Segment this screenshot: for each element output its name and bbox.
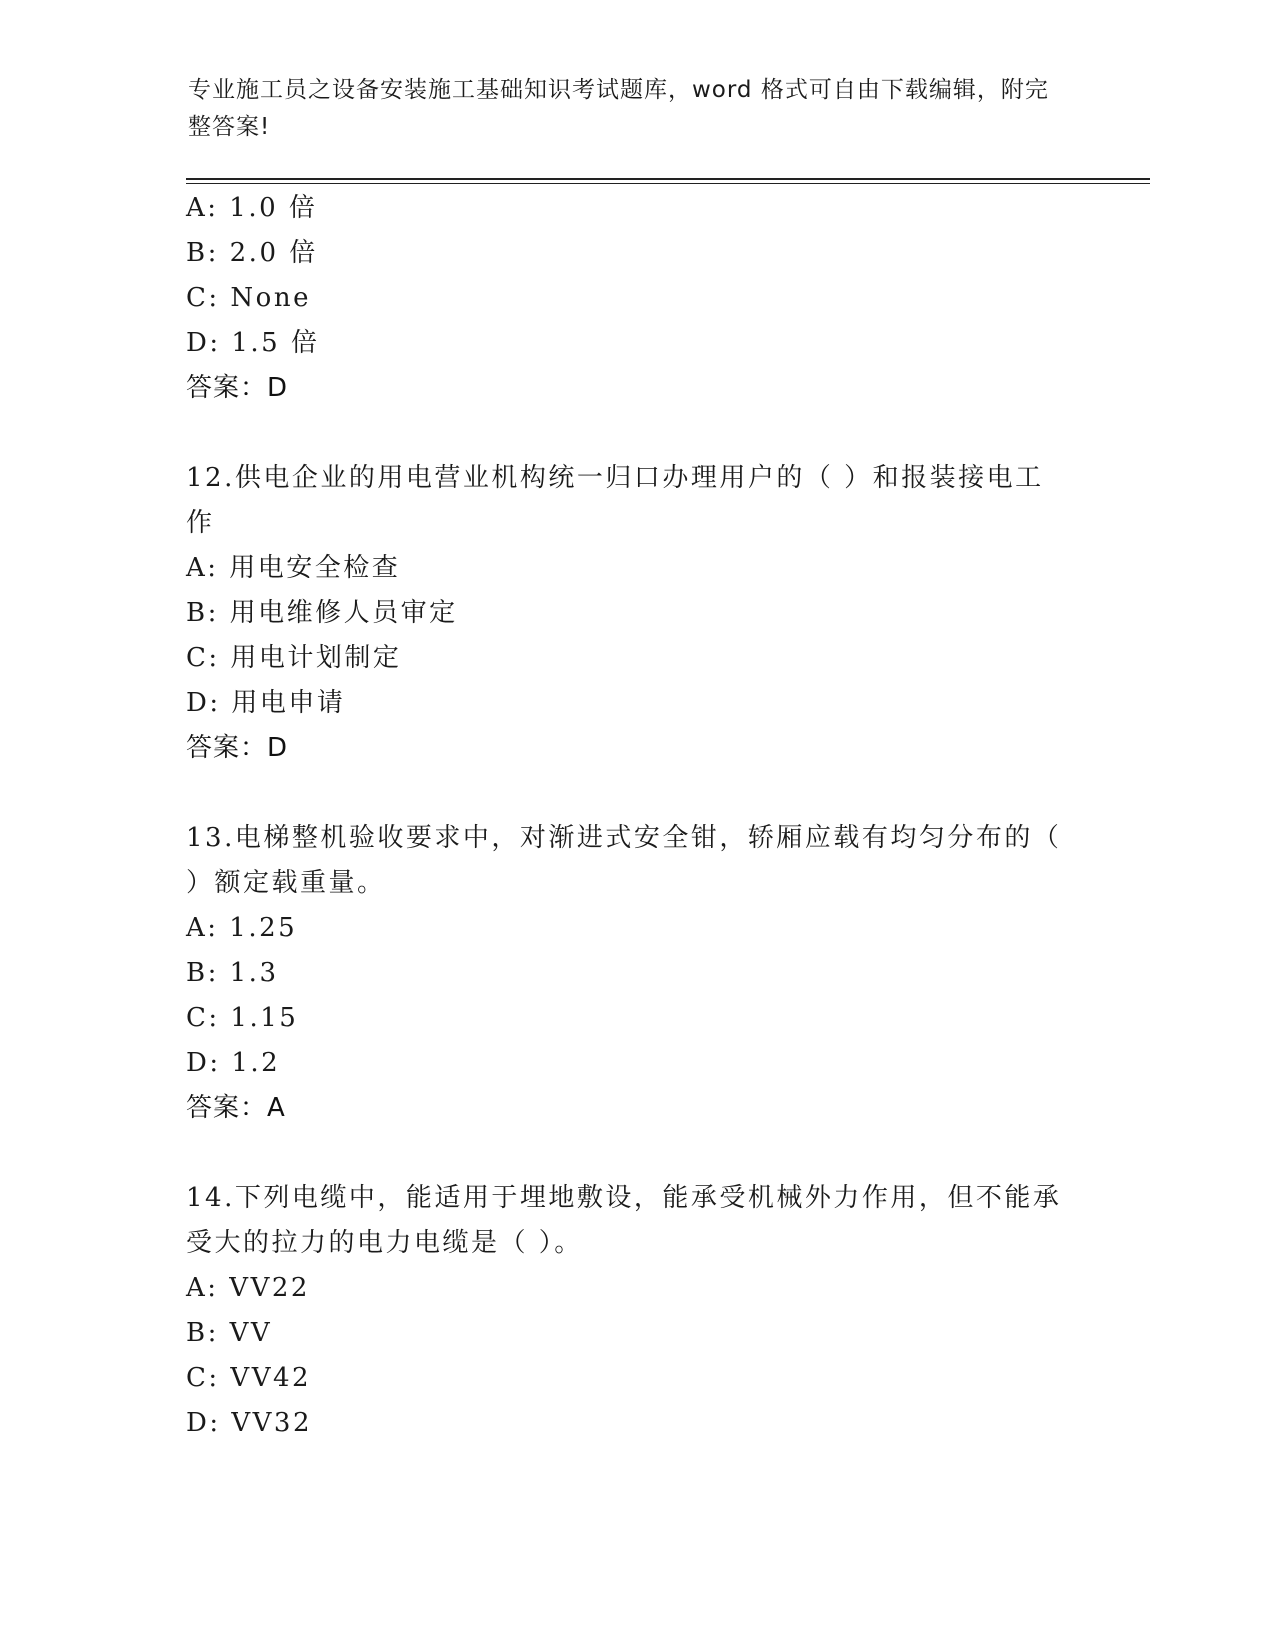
answer: 答案：A — [186, 1093, 286, 1123]
option-d: D: VV32 — [186, 1408, 313, 1438]
option-b: B: 1.3 — [186, 958, 279, 988]
option-b: B: 2.0 倍 — [186, 238, 318, 268]
answer: 答案：D — [186, 733, 289, 763]
header-divider-thick — [186, 178, 1150, 180]
header-title-line-2: 整答案! — [188, 114, 271, 140]
option-c: C: 1.15 — [186, 1003, 299, 1033]
option-a: A: 1.0 倍 — [186, 193, 318, 223]
question-stem-line-1: 12.供电企业的用电营业机构统一归口办理用户的（ ）和报装接电工 — [186, 463, 1044, 493]
question-stem-line-2: 作 — [186, 508, 215, 538]
option-c: C: 用电计划制定 — [186, 643, 402, 673]
option-a: A: VV22 — [186, 1273, 310, 1303]
option-d: D: 1.2 — [186, 1048, 281, 1078]
option-a: A: 用电安全检查 — [186, 553, 401, 583]
header-divider-thin — [186, 183, 1150, 184]
option-d: D: 用电申请 — [186, 688, 346, 718]
option-d: D: 1.5 倍 — [186, 328, 320, 358]
header-title-line-1: 专业施工员之设备安装施工基础知识考试题库，word 格式可自由下载编辑，附完 — [188, 77, 1049, 103]
option-a: A: 1.25 — [186, 913, 298, 943]
option-c: C: VV42 — [186, 1363, 312, 1393]
header-title — [188, 72, 1068, 146]
option-b: B: VV — [186, 1318, 273, 1348]
question-stem-line-2: ）额定载重量。 — [186, 868, 386, 898]
question-stem-line-1: 14.下列电缆中，能适用于埋地敷设，能承受机械外力作用，但不能承 — [186, 1183, 1062, 1213]
answer: 答案：D — [186, 373, 289, 403]
option-c: C: None — [186, 283, 311, 313]
question-stem-line-2: 受大的拉力的电力电缆是（ ）。 — [186, 1228, 583, 1258]
question-stem-line-1: 13.电梯整机验收要求中，对渐进式安全钳，轿厢应载有均匀分布的（ — [186, 823, 1062, 853]
option-b: B: 用电维修人员审定 — [186, 598, 458, 628]
